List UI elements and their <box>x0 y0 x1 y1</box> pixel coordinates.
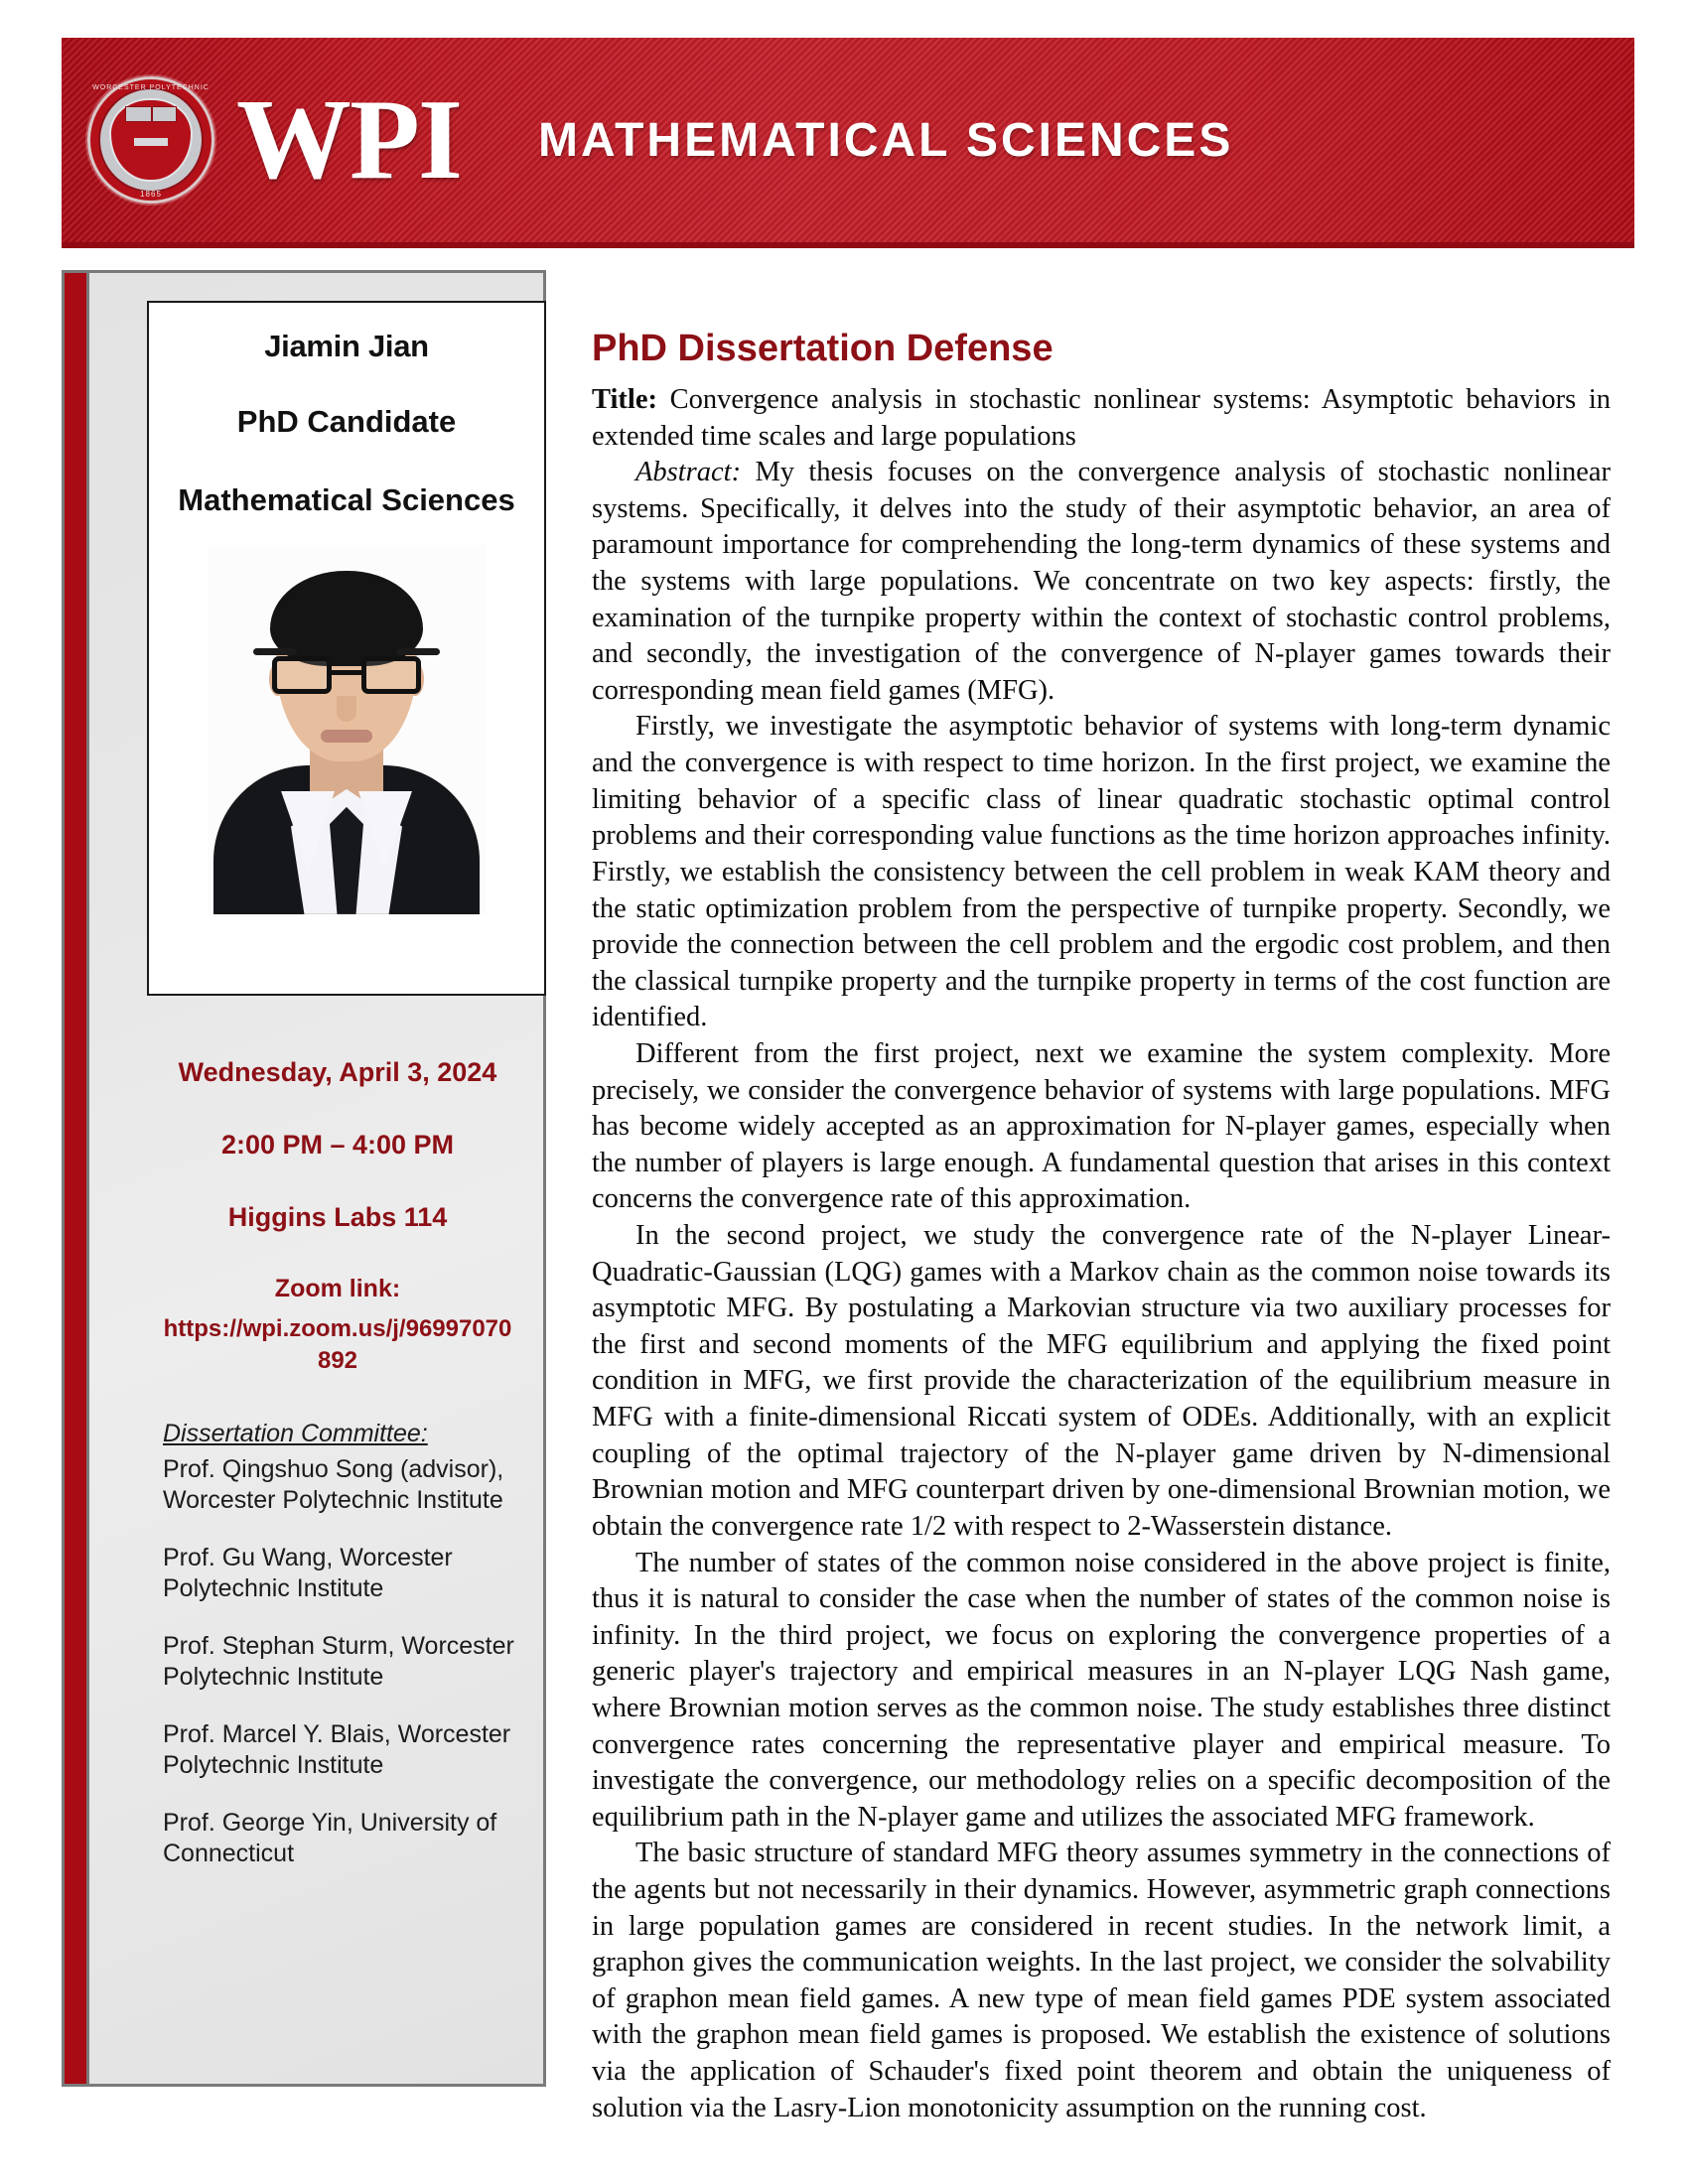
candidate-department: Mathematical Sciences <box>178 482 515 517</box>
candidate-card <box>147 301 546 996</box>
wpi-seal-icon <box>87 76 214 204</box>
event-date: Wednesday, April 3, 2024 <box>178 1057 497 1087</box>
zoom-link-label: Zoom link: <box>274 1275 401 1302</box>
page-title: PhD Dissertation Defense <box>592 328 1054 369</box>
candidate-name: Jiamin Jian <box>264 329 429 363</box>
thesis-title: Convergence analysis in stochastic nonlinear systems: Asymptotic behaviors in extended time scales and large populations <box>592 384 1611 452</box>
event-time: 2:00 PM – 4:00 PM <box>220 1130 455 1160</box>
abstract-paragraph: The basic structure of standard MFG theory assumes symmetry in the connections of the agents but not necessarily in their dynamics. However, asymmetric graph connections in large population games are considered in recent studies. In the network limit, a graphon gives the communication weights. In the last project, we consider the solvability of graphon mean field games. A new type of mean field games PDE system associated with the graphon mean field games is proposed. We establish the existence of solutions via the application of Schauder's fixed point theorem and obtain the uniqueness of solution via the Lasry-Lion monotonicity assumption on the running cost. <box>592 1838 1611 2123</box>
abstract-paragraph <box>592 455 1611 709</box>
abstract-paragraph: In the second project, we study the convergence rate of the N-player Linear-Quadratic-Gaussian (LQG) games with a Markov chain as the common noise towards its asymptotic MFG. By postulating a Markovian structure via two auxiliary processes for the first and second moments of the MFG equilibrium and applying the fixed point condition in MFG, we first provide the characterization of the equilibrium measure in MFG with a finite-dimensional Riccati system of ODEs. Additionally, with an explicit coupling of the optimal trajectory of the N-player game driven by N-dimensional Brownian motion and MFG counterpart driven by one-dimensional Brownian motion, we obtain the convergence rate 1/2 with respect to 2-Wasserstein distance. <box>592 1220 1611 1542</box>
candidate-role: PhD Candidate <box>236 404 457 439</box>
abstract-intro: My thesis focuses on the convergence analysis of stochastic nonlinear systems. Specifically, it delves into the study of their asymptotic behavior, an area of paramount importance for comprehending the long-term dynamics of these systems and the systems with large populations. We concentrate on two key aspects: firstly, the examination of the turnpike property within the context of stochastic control problems, and secondly, the investigation of the convergence of N-player games towards their corresponding mean field games (MFG). <box>592 457 1611 706</box>
committee-member: Prof. Marcel Y. Blais, Worcester Polytechnic Institute <box>163 1720 511 1779</box>
dissertation-committee <box>163 1420 530 1896</box>
abstract-paragraph: The number of states of the common noise considered in the above project is finite, thus it is natural to consider the case when the number of states of the common noise is infinity. In the third project, we focus on exploring the convergence properties of a generic player's trajectory and empirical measures in an N-player LQG Nash game, where Brownian motion serves as the common noise. The study establishes three distinct convergence rates concerning the representative player and empirical measure. To investigate the convergence, our methodology relies on a specific decomposition of the equilibrium path in the N-player game and utilizes the associated MFG framework. <box>592 1547 1611 1833</box>
committee-member: Prof. George Yin, University of Connecticut <box>163 1809 497 1867</box>
abstract-paragraph: Firstly, we investigate the asymptotic behavior of systems with long-term dynamic and the convergence is with respect to time horizon. In the first project, we examine the limiting behavior of a specific class of linear quadratic stochastic optimal control problems and their corresponding value functions as the time horizon approaches infinity. Firstly, we establish the consistency between the cell problem in weak KAM theory and the static optimization problem from the perspective of turnpike property. Secondly, we provide the connection between the cell problem and the ergodic cost problem, and then the classical turnpike property and the turnpike property in terms of the cost function are identified. <box>592 711 1611 1033</box>
sidebar-accent-bar <box>62 270 89 2087</box>
committee-member: Prof. Gu Wang, Worcester Polytechnic Institute <box>163 1544 453 1602</box>
header-banner <box>62 38 1634 248</box>
seal-top-text: WORCESTER POLYTECHNIC <box>92 84 210 91</box>
eyeglasses-icon <box>272 656 421 696</box>
abstract-body <box>592 382 1611 2126</box>
event-details <box>129 1057 546 1378</box>
seal-bottom-text: 1865 <box>140 190 162 199</box>
candidate-photo <box>208 545 486 914</box>
sidebar-panel <box>89 270 546 2087</box>
abstract-paragraph: Different from the first project, next we examine the system complexity. More precisely, we consider the convergence behavior of systems with large populations. MFG has become widely accepted as an approximation for N-player games, especially when the number of players is large enough. A fundamental question that arises in this context concerns the convergence rate of this approximation. <box>592 1037 1611 1215</box>
committee-member: Prof. Stephan Sturm, Worcester Polytechnic Institute <box>163 1632 514 1691</box>
thesis-title-paragraph <box>592 382 1611 455</box>
sidebar <box>62 270 546 2087</box>
zoom-link-url[interactable]: https://wpi.zoom.us/j/96997070892 <box>163 1315 512 1375</box>
main-content <box>592 328 1611 2126</box>
wpi-wordmark: WPI <box>236 76 461 204</box>
department-title: MATHEMATICAL SCIENCES <box>538 113 1234 167</box>
event-location: Higgins Labs 114 <box>227 1202 448 1232</box>
committee-member: Prof. Qingshuo Song (advisor), Worcester Polytechnic Institute <box>163 1455 504 1514</box>
title-label: Title: <box>592 384 657 415</box>
abstract-label: Abstract: <box>635 457 742 488</box>
committee-heading: Dissertation Committee: <box>163 1420 428 1447</box>
